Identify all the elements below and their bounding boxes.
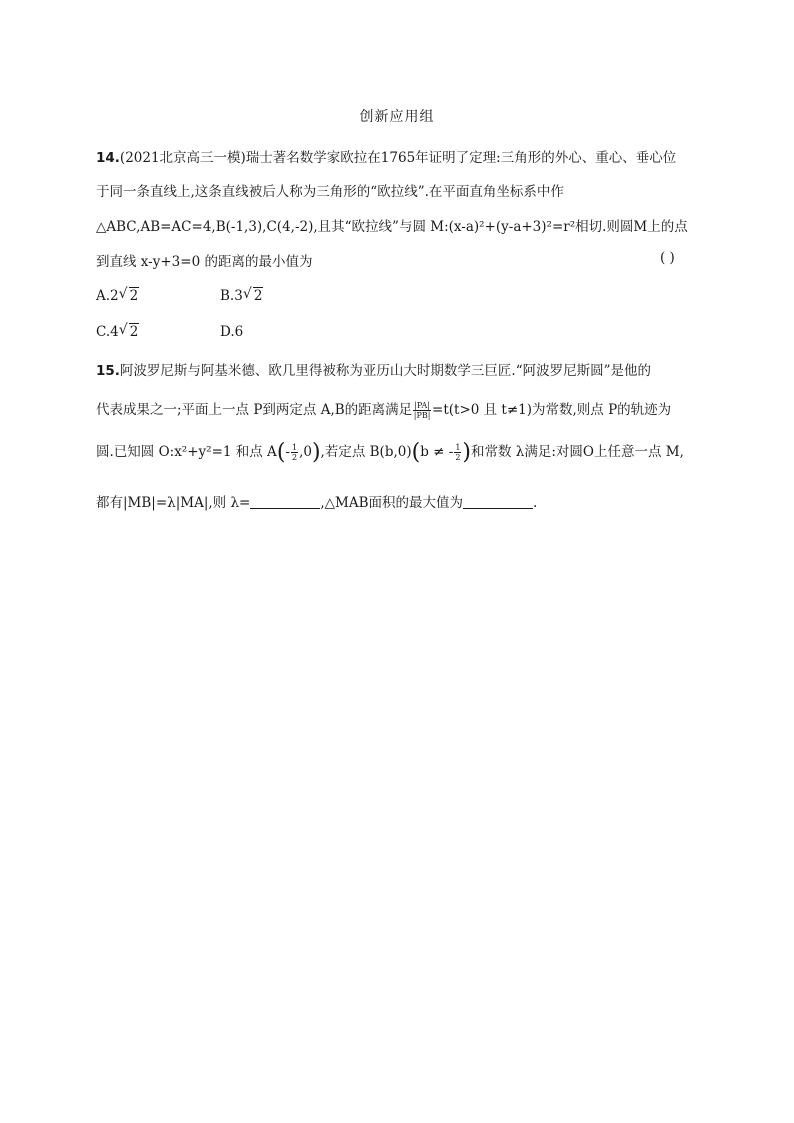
q15-line-3: 圆.已知圆 O:x²+y²=1 和点 A(- $\frac{1}{2}$ ,0),若定点 B(b,0)(b ≠ - $\frac{1}{2}$ )和常数 λ满足:对圆O上任意一点 M, xyxy=(96,440,684,465)
half-fraction: $\frac{1}{2}$ xyxy=(455,443,461,462)
option-a: A.2√ 2 xyxy=(96,288,139,304)
q15-line-4: 都有|MB|=λ|MA|,则 λ= ,△MAB面积的最大值为 . xyxy=(96,495,538,511)
answer-blank-2[interactable] xyxy=(463,496,533,509)
sqrt-symbol: √ 2 xyxy=(119,324,140,340)
sqrt-symbol: √ 2 xyxy=(243,288,264,304)
q14-line-4: 到直线 x-y+3=0 的距离的最小值为 xyxy=(96,254,313,270)
q15-line-2: 代表成果之一;平面上一点 P到两定点 A,B的距离满足 $\frac{|PA|}{|PB|}$ =t(t>0 且 t≠1)为常数,则点 P的轨迹为 xyxy=(96,401,672,420)
q14-line-2: 于同一条直线上,这条直线被后人称为三角形的“欧拉线”.在平面直角坐标系中作 xyxy=(96,184,564,200)
q15-number: 15. xyxy=(96,363,120,379)
q14-number: 14. xyxy=(96,150,120,166)
option-c: C.4√ 2 xyxy=(96,324,139,340)
section-title: 创新应用组 xyxy=(359,109,435,125)
half-fraction: $\frac{1}{2}$ xyxy=(291,443,298,462)
sqrt-symbol: √ 2 xyxy=(119,288,140,304)
q15-line-1: 15.阿波罗尼斯与阿基米德、欧几里得被称为亚历山大时期数学三巨匠.“阿波罗尼斯圆”是他的 xyxy=(96,363,652,379)
ratio-fraction: $\frac{|PA|}{|PB|}$ xyxy=(413,401,431,420)
answer-bracket: ( ) xyxy=(660,250,675,266)
answer-blank-1[interactable] xyxy=(250,496,320,509)
q14-line-3: △ABC,AB=AC=4,B(-1,3),C(4,-2),且其“欧拉线”与圆 M:(x-a)²+(y-a+3)²=r²相切.则圆M上的点 xyxy=(96,219,688,235)
option-b: B.3√ 2 xyxy=(220,288,263,304)
option-d: D.6 xyxy=(220,324,244,340)
q14-line-1: 14.(2021北京高三一模)瑞士著名数学家欧拉在1765年证明了定理:三角形的外心、重心、垂心位 xyxy=(96,150,677,166)
